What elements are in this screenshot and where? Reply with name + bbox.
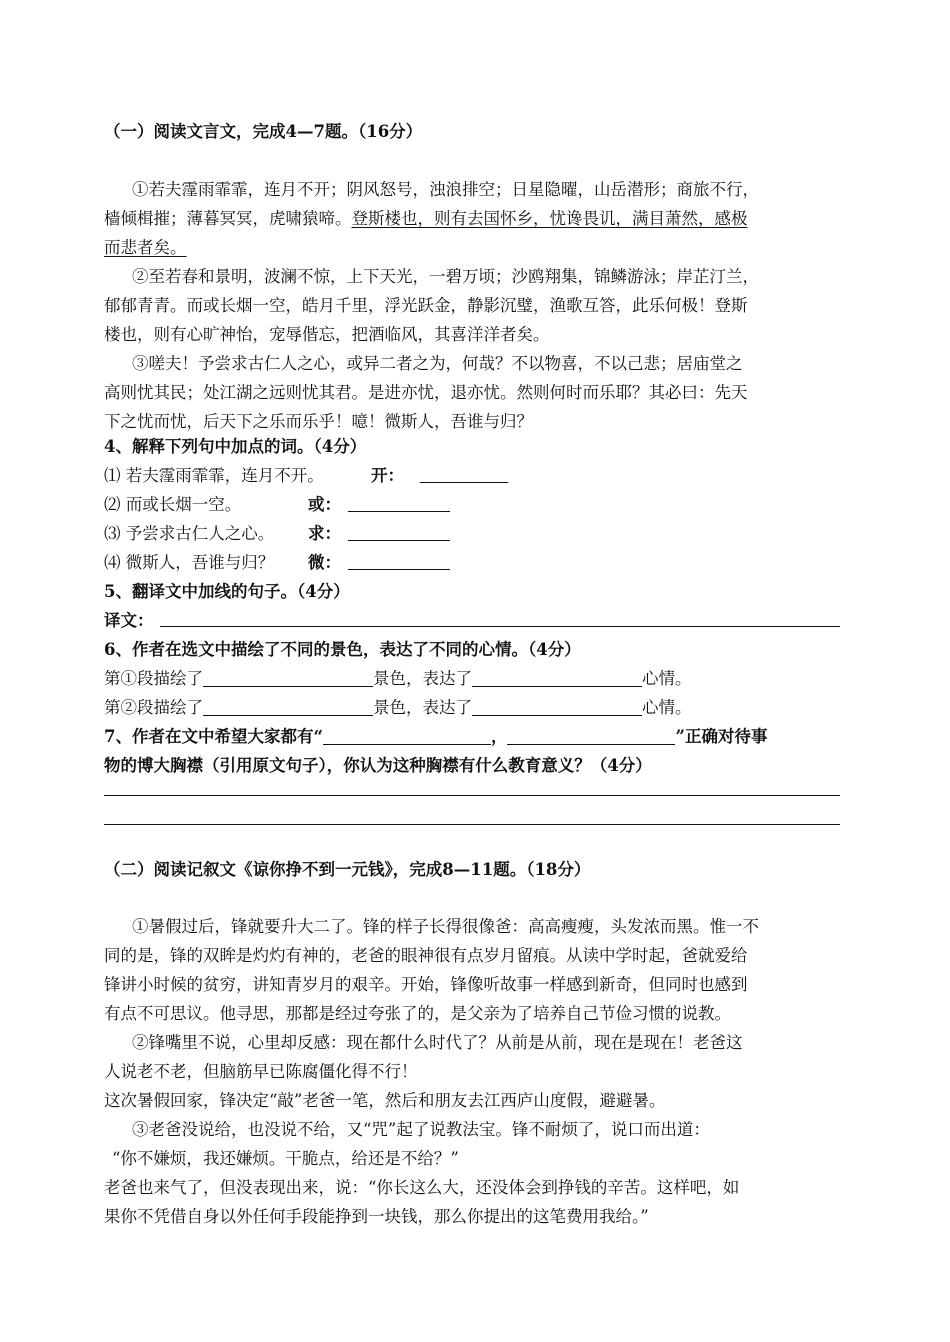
question-4-item-4 [104,553,341,573]
passage-1-p3-line1: ③嗟夫！予尝求古仁人之心，或异二者之为，何哉？不以物喜，不以己悲；居庙堂之 [132,354,743,373]
passage-2-p3-line3: 老爸也来气了，但没表现出来，说：“你长这么大，还没体会到挣钱的辛苦。这样吧，如 [104,1178,740,1197]
question-5-answer-label: 译文： [104,611,154,630]
q4-sentence: ⑵ 而或长烟一空。 [104,495,242,514]
mood-blank-2[interactable] [472,699,642,716]
q4-word: 微： [308,553,341,572]
passage-2-p3-line4: 果你不凭借自身以外任何手段能挣到一块钱，那么你提出的这笔费用我给。” [104,1207,649,1226]
scenery-blank-2[interactable] [203,699,373,716]
q6-end-text: 心情。 [642,669,692,688]
question-4-item-2 [104,495,341,515]
mood-blank-1[interactable] [472,670,642,687]
passage-1-p1-line1: ①若夫霪雨霏霏，连月不开；阴风怒号，浊浪排空；日星隐曜，山岳潜形；商旅不行， [132,180,759,199]
q6-row-label: 第①段描绘了 [104,669,203,688]
question-4-title: 4、解释下列句中加点的词。（4分） [104,437,367,456]
q6-mid-text: 景色，表达了 [373,669,472,688]
passage-1-p3-line3: 下之忧而忧，后天下之乐而乐乎！噫！微斯人，吾谁与归？ [104,412,533,431]
question-6-row-1 [104,669,692,689]
q4-sentence: ⑴ 若夫霪雨霏霏，连月不开。 [104,466,324,485]
passage-1-p2-line2: 郁郁青青。而或长烟一空，皓月千里，浮光跃金，静影沉璧，渔歌互答，此乐何极！登斯 [104,296,748,315]
q7-answer-line-2[interactable] [104,824,840,825]
q4-word: 或： [308,495,341,514]
passage-1-p1-line3 [104,238,187,258]
passage-2-p2-line2: 人说老不老，但脑筋早已陈腐僵化得不行！ [104,1062,418,1081]
quote-blank-1[interactable] [323,728,491,745]
q6-row-label: 第②段描绘了 [104,698,203,717]
question-5-title: 5、翻译文中加线的句子。（4分） [104,582,350,601]
q7-start: 7、作者在文中希望大家都有“ [104,727,323,746]
passage-2-p3-line2: “你不嫌烦，我还嫌烦。干脆点，给还是不给？” [112,1149,459,1168]
q4-word: 开： [371,466,404,485]
section-1-title: （一）阅读文言文，完成4—7题。（16分） [104,122,423,141]
underlined-sentence-part-2: 而悲者矣。 [104,238,187,257]
q7-answer-line-1[interactable] [104,795,840,796]
answer-blank[interactable] [348,524,450,541]
passage-1-p2-line3: 楼也，则有心旷神怡，宠辱偕忘，把酒临风，其喜洋洋者矣。 [104,325,550,344]
passage-2-p1-line2: 同的是，锋的双眸是灼灼有神的，老爸的眼神很有点岁月留痕。从读中学时起，爸就爱给 [104,946,748,965]
scenery-blank-1[interactable] [203,670,373,687]
section-2-title: （二）阅读记叙文《谅你挣不到一元钱》，完成8—11题。（18分） [104,860,591,879]
question-7-line-1 [104,727,767,747]
passage-2-p2-line3: 这次暑假回家，锋决定“敲”老爸一笔，然后和朋友去江西庐山度假，避避暑。 [104,1091,666,1110]
question-4-item-1 [104,466,404,486]
passage-2-p1-line3: 锋讲小时候的贫穷，讲知青岁月的艰辛。开始，锋像听故事一样感到新奇，但同时也感到 [104,975,748,994]
passage-2-p3-line1: ③老爸没说给，也没说不给，又“咒”起了说教法宝。锋不耐烦了，说口而出道： [132,1120,710,1139]
q4-word: 求： [308,524,341,543]
passage-1-p3-line2: 高则忧其民；处江湖之远则忧其君。是进亦忧，退亦忧。然则何时而乐耶？其必曰：先天 [104,383,748,402]
q7-end: ”正确对待事 [675,727,768,746]
passage-2-p1-line4: 有点不可思议。他寻思，那都是经过夸张了的，是父亲为了培养自己节俭习惯的说教。 [104,1004,731,1023]
question-4-item-3 [104,524,341,544]
question-6-title: 6、作者在选文中描绘了不同的景色，表达了不同的心情。（4分） [104,640,581,659]
answer-blank[interactable] [420,466,508,483]
q4-sentence: ⑷ 微斯人，吾谁与归？ [104,553,275,572]
question-6-row-2 [104,698,692,718]
answer-blank[interactable] [348,553,450,570]
q6-mid-text: 景色，表达了 [373,698,472,717]
q7-comma: ， [490,727,508,746]
q6-end-text: 心情。 [642,698,692,717]
question-7-line-2: 物的博大胸襟（引用原文句子），你认为这种胸襟有什么教育意义？（4分） [104,756,652,775]
passage-2-p2-line1: ②锋嘴里不说，心里却反感：现在都什么时代了？从前是从前，现在是现在！老爸这 [132,1033,743,1052]
q5-answer-line[interactable] [160,626,840,627]
passage-1-p1-line2 [104,209,748,229]
answer-blank[interactable] [348,495,450,512]
passage-2-p1-line1: ①暑假过后，锋就要升大二了。锋的样子长得很像爸：高高瘦瘦，头发浓而黑。惟一不 [132,917,759,936]
q4-sentence: ⑶ 予尝求古仁人之心。 [104,524,275,543]
passage-1-p1-line2-plain: 樯倾楫摧；薄暮冥冥，虎啸猿啼。 [104,209,352,228]
underlined-sentence-part-1: 登斯楼也，则有去国怀乡，忧谗畏讥，满目萧然，感极 [351,209,748,228]
passage-1-p2-line1: ②至若春和景明，波澜不惊，上下天光，一碧万顷；沙鸥翔集，锦鳞游泳；岸芷汀兰， [132,267,759,286]
quote-blank-2[interactable] [507,728,675,745]
